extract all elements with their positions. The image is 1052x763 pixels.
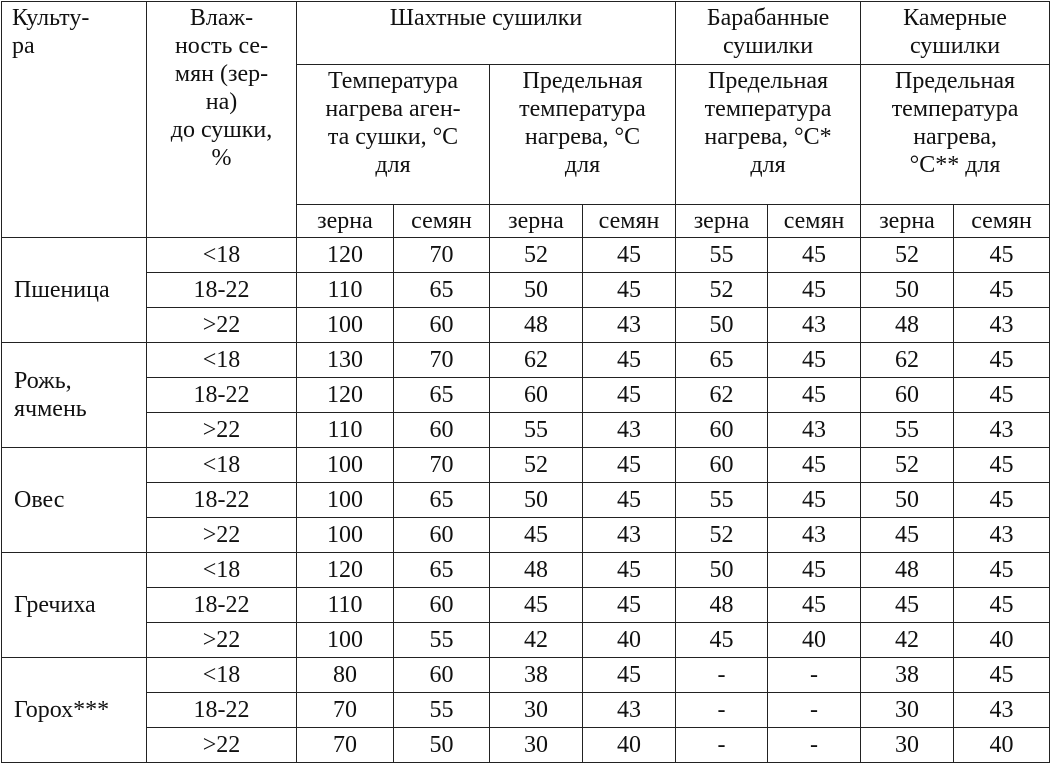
value-cell: 45 (954, 238, 1050, 273)
value-cell: 55 (394, 693, 490, 728)
table-body (2, 238, 1050, 763)
value-cell: 48 (490, 553, 583, 588)
value-cell: 50 (490, 483, 583, 518)
value-cell: 50 (861, 273, 954, 308)
value-cell: 110 (297, 273, 394, 308)
subheader-seed: семян (768, 205, 861, 238)
value-cell: 45 (583, 448, 676, 483)
moisture-range: 18-22 (147, 588, 297, 623)
value-cell: 45 (954, 448, 1050, 483)
table-row (2, 658, 1050, 693)
header-shaft-text: Шахтные сушилки (389, 5, 583, 31)
moisture-range: 18-22 (147, 693, 297, 728)
table-row (2, 693, 1050, 728)
value-cell: 45 (954, 588, 1050, 623)
table-row (2, 238, 1050, 273)
crop-name: Овес (2, 448, 147, 553)
value-cell: 45 (768, 553, 861, 588)
value-cell: 45 (583, 658, 676, 693)
value-cell: 60 (676, 448, 768, 483)
value-cell: 45 (583, 483, 676, 518)
moisture-range: 18-22 (147, 378, 297, 413)
moisture-range: 18-22 (147, 483, 297, 518)
value-cell: 40 (583, 728, 676, 763)
value-cell: 40 (583, 623, 676, 658)
value-cell: 65 (394, 378, 490, 413)
value-cell: 55 (490, 413, 583, 448)
value-cell: 65 (394, 483, 490, 518)
value-cell: 55 (394, 623, 490, 658)
header-agent-temp-text: Температура нагрева аген- та сушки, °С для (325, 68, 461, 178)
value-cell: 45 (861, 588, 954, 623)
value-cell: 70 (297, 693, 394, 728)
value-cell: 60 (394, 413, 490, 448)
value-cell: 30 (490, 728, 583, 763)
value-cell: 43 (768, 518, 861, 553)
value-cell: 38 (490, 658, 583, 693)
value-cell: 45 (768, 588, 861, 623)
moisture-range: >22 (147, 518, 297, 553)
table-row (2, 308, 1050, 343)
subheader-grain: зерна (490, 205, 583, 238)
value-cell: 43 (954, 693, 1050, 728)
value-cell: 100 (297, 308, 394, 343)
value-cell: 65 (676, 343, 768, 378)
value-cell: 45 (954, 658, 1050, 693)
value-cell: 60 (676, 413, 768, 448)
value-cell: - (676, 693, 768, 728)
value-cell: 45 (954, 343, 1050, 378)
value-cell: 40 (954, 728, 1050, 763)
value-cell: 50 (394, 728, 490, 763)
value-cell: 45 (768, 448, 861, 483)
value-cell: 52 (676, 518, 768, 553)
header-drum-temp-text: Предельная температура нагрева, °С* для (704, 68, 832, 178)
value-cell: 60 (394, 308, 490, 343)
value-cell: 43 (768, 308, 861, 343)
value-cell: 110 (297, 413, 394, 448)
value-cell: 43 (954, 308, 1050, 343)
value-cell: 70 (394, 448, 490, 483)
value-cell: 60 (861, 378, 954, 413)
value-cell: 52 (861, 238, 954, 273)
subheader-grain: зерна (297, 205, 394, 238)
moisture-range: >22 (147, 728, 297, 763)
value-cell: 45 (954, 273, 1050, 308)
value-cell: 45 (768, 343, 861, 378)
value-cell: 42 (490, 623, 583, 658)
value-cell: 45 (583, 588, 676, 623)
value-cell: 50 (861, 483, 954, 518)
value-cell: 100 (297, 448, 394, 483)
value-cell: 45 (768, 483, 861, 518)
crop-name: Горох*** (2, 658, 147, 763)
drying-table (1, 1, 1050, 763)
value-cell: - (768, 693, 861, 728)
value-cell: 43 (583, 693, 676, 728)
value-cell: 42 (861, 623, 954, 658)
value-cell: 62 (861, 343, 954, 378)
header-chamber-dryers (861, 2, 1050, 65)
value-cell: 30 (861, 728, 954, 763)
value-cell: 45 (583, 553, 676, 588)
subheader-seed: семян (394, 205, 490, 238)
table-row (2, 413, 1050, 448)
value-cell: - (768, 658, 861, 693)
value-cell: 43 (954, 518, 1050, 553)
header-drum-text: Барабанные сушилки (706, 5, 830, 59)
value-cell: - (768, 728, 861, 763)
moisture-range: <18 (147, 553, 297, 588)
value-cell: 45 (490, 518, 583, 553)
header-drum-temperature (676, 65, 861, 205)
value-cell: 62 (676, 378, 768, 413)
value-cell: 45 (954, 483, 1050, 518)
value-cell: 38 (861, 658, 954, 693)
value-cell: 65 (394, 553, 490, 588)
value-cell: 100 (297, 483, 394, 518)
value-cell: 30 (490, 693, 583, 728)
value-cell: 100 (297, 518, 394, 553)
value-cell: 43 (583, 518, 676, 553)
table-row (2, 483, 1050, 518)
header-crop (2, 2, 147, 238)
value-cell: 130 (297, 343, 394, 378)
value-cell: 100 (297, 623, 394, 658)
moisture-range: <18 (147, 448, 297, 483)
value-cell: 43 (954, 413, 1050, 448)
header-limit-temperature (490, 65, 676, 205)
value-cell: 62 (490, 343, 583, 378)
value-cell: 48 (861, 553, 954, 588)
value-cell: 45 (583, 343, 676, 378)
crop-name: Гречиха (2, 553, 147, 658)
value-cell: 52 (490, 238, 583, 273)
value-cell: 45 (954, 378, 1050, 413)
moisture-range: <18 (147, 658, 297, 693)
table-row (2, 448, 1050, 483)
value-cell: 43 (768, 413, 861, 448)
moisture-range: <18 (147, 238, 297, 273)
header-chamber-temp-text: Предельная температура нагрева, °С** для (891, 68, 1019, 178)
crop-name: Пшеница (2, 238, 147, 343)
value-cell: 48 (490, 308, 583, 343)
value-cell: 55 (676, 238, 768, 273)
value-cell: 45 (768, 378, 861, 413)
value-cell: 52 (676, 273, 768, 308)
value-cell: 50 (676, 308, 768, 343)
crop-name: Рожь, ячмень (2, 343, 147, 448)
value-cell: 65 (394, 273, 490, 308)
value-cell: 40 (768, 623, 861, 658)
value-cell: 60 (394, 588, 490, 623)
value-cell: 120 (297, 238, 394, 273)
header-drum-dryers (676, 2, 861, 65)
value-cell: 120 (297, 553, 394, 588)
moisture-range: >22 (147, 308, 297, 343)
value-cell: 55 (861, 413, 954, 448)
value-cell: 60 (394, 518, 490, 553)
value-cell: 55 (676, 483, 768, 518)
table-row (2, 623, 1050, 658)
value-cell: 48 (676, 588, 768, 623)
value-cell: 120 (297, 378, 394, 413)
value-cell: 45 (676, 623, 768, 658)
value-cell: 70 (394, 343, 490, 378)
value-cell: 45 (490, 588, 583, 623)
value-cell: 52 (490, 448, 583, 483)
header-moisture (147, 2, 297, 238)
value-cell: 80 (297, 658, 394, 693)
table-row (2, 728, 1050, 763)
moisture-range: >22 (147, 623, 297, 658)
table-row (2, 343, 1050, 378)
header-chamber-temperature (861, 65, 1050, 205)
table-row (2, 518, 1050, 553)
value-cell: 52 (861, 448, 954, 483)
value-cell: 45 (768, 238, 861, 273)
value-cell: 60 (394, 658, 490, 693)
moisture-range: 18-22 (147, 273, 297, 308)
value-cell: - (676, 658, 768, 693)
value-cell: 110 (297, 588, 394, 623)
subheader-seed: семян (954, 205, 1050, 238)
value-cell: 50 (676, 553, 768, 588)
header-limit-temp-text: Предельная температура нагрева, °С для (519, 68, 646, 178)
header-crop-text: Культу- ра (12, 5, 90, 59)
value-cell: 45 (583, 238, 676, 273)
header-shaft-dryers (297, 2, 676, 65)
value-cell: 45 (583, 378, 676, 413)
value-cell: 43 (583, 413, 676, 448)
value-cell: 40 (954, 623, 1050, 658)
value-cell: 70 (297, 728, 394, 763)
subheader-grain: зерна (676, 205, 768, 238)
value-cell: 45 (583, 273, 676, 308)
value-cell: 45 (861, 518, 954, 553)
header-moisture-text: Влаж- ность се- мян (зер- на) до сушки, % (170, 5, 273, 171)
moisture-range: <18 (147, 343, 297, 378)
table-row (2, 378, 1050, 413)
value-cell: 48 (861, 308, 954, 343)
value-cell: - (676, 728, 768, 763)
table-row (2, 588, 1050, 623)
moisture-range: >22 (147, 413, 297, 448)
value-cell: 45 (954, 553, 1050, 588)
header-agent-temperature (297, 65, 490, 205)
table-row (2, 553, 1050, 588)
subheader-seed: семян (583, 205, 676, 238)
subheader-grain: зерна (861, 205, 954, 238)
header-chamber-text: Камерные сушилки (903, 5, 1007, 59)
value-cell: 30 (861, 693, 954, 728)
value-cell: 45 (768, 273, 861, 308)
value-cell: 60 (490, 378, 583, 413)
value-cell: 70 (394, 238, 490, 273)
value-cell: 50 (490, 273, 583, 308)
table-row (2, 273, 1050, 308)
value-cell: 43 (583, 308, 676, 343)
